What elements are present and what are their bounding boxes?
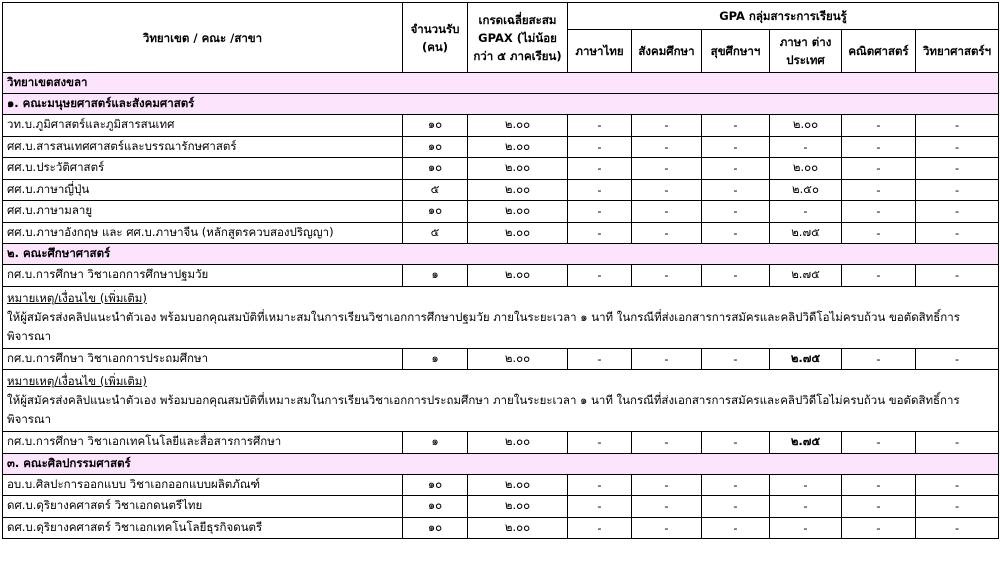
program-name: กศ.บ.การศึกษา วิชาเอกเทคโนโลยีและสื่อสารการศึกษา [3,432,403,454]
program-name: อบ.บ.ศิลปะการออกแบบ วิชาเอกออกแบบผลิตภัณฑ์ [3,474,403,496]
gpa-math-cell: - [842,474,916,496]
header-seats: จำนวนรับ (คน) [403,3,468,73]
gpax-cell: ๒.๐๐ [468,348,568,370]
gpa-social-cell: - [632,201,702,223]
gpa-health-cell: - [702,222,770,244]
program-name: กศ.บ.การศึกษา วิชาเอกการศึกษาปฐมวัย [3,265,403,287]
gpax-cell: ๒.๐๐ [468,474,568,496]
gpax-cell: ๒.๐๐ [468,201,568,223]
campus-row: วิทยาเขตสงขลา [3,73,999,94]
program-name: ดศ.บ.ดุริยางคศาสตร์ วิชาเอกเทคโนโลยีธุรกิจดนตรี [3,517,403,539]
gpax-cell: ๒.๐๐ [468,517,568,539]
gpa-math-cell: - [842,265,916,287]
gpa-health-cell: - [702,136,770,158]
seats-cell: ๑ [403,348,468,370]
gpa-social-cell: - [632,517,702,539]
gpa-foreign-cell: ๒.๗๕ [770,348,842,370]
gpa-thai-cell: - [568,517,632,539]
header-gpa-group: GPA กลุ่มสาระการเรียนรู้ [568,3,999,30]
note-cell [3,370,999,432]
gpa-foreign-cell: - [770,517,842,539]
gpa-math-cell: - [842,496,916,518]
table-row [3,265,999,287]
section-title: ๓. คณะศิลปกรรมศาสตร์ [3,453,999,474]
gpa-social-cell: - [632,115,702,137]
gpa-science-cell: - [916,136,999,158]
gpa-health-cell: - [702,201,770,223]
gpa-science-cell: - [916,158,999,180]
gpa-science-cell: - [916,201,999,223]
gpa-thai-cell: - [568,222,632,244]
seats-cell: ๕ [403,222,468,244]
gpa-social-cell: - [632,348,702,370]
gpa-science-cell: - [916,517,999,539]
gpa-social-cell: - [632,474,702,496]
program-name: วท.บ.ภูมิศาสตร์และภูมิสารสนเทศ [3,115,403,137]
gpa-health-cell: - [702,517,770,539]
gpa-math-cell: - [842,348,916,370]
table-row [3,348,999,370]
header-program: วิทยาเขต / คณะ /สาขา [3,3,403,73]
header-subject-math: คณิตศาสตร์ [842,30,916,73]
gpa-social-cell: - [632,158,702,180]
gpa-thai-cell: - [568,201,632,223]
gpax-cell: ๒.๐๐ [468,158,568,180]
program-name: ศศ.บ.ภาษามลายู [3,201,403,223]
note-text: ให้ผู้สมัครส่งคลิปแนะนำตัวเอง พร้อมบอกคุณสมบัติที่เหมาะสมในการเรียนวิชาเอกการศึกษาปฐมวัย ภายในระยะเวลา ๑ นาที ในกรณีที่ส่งเอกสารการสมัครและคลิปวิดีโอไม่ครบถ้วน ขอตัดสิทธิ์การพิจารณา [7,309,960,343]
seats-cell: ๑๐ [403,115,468,137]
gpa-science-cell: - [916,496,999,518]
header-subject-foreign-lang: ภาษา ต่างประเทศ [770,30,842,73]
gpa-math-cell: - [842,432,916,454]
gpa-foreign-cell: ๒.๕๐ [770,179,842,201]
program-name: ศศ.บ.ภาษาอังกฤษ และ ศศ.บ.ภาษาจีน (หลักสูตรควบสองปริญญา) [3,222,403,244]
gpa-health-cell: - [702,158,770,180]
header-subject-health: สุขศึกษาฯ [702,30,770,73]
gpa-health-cell: - [702,496,770,518]
gpa-math-cell: - [842,158,916,180]
seats-cell: ๑ [403,432,468,454]
gpa-social-cell: - [632,136,702,158]
note-cell [3,286,999,348]
gpa-social-cell: - [632,265,702,287]
gpa-health-cell: - [702,179,770,201]
gpa-thai-cell: - [568,115,632,137]
gpa-math-cell: - [842,222,916,244]
gpa-math-cell: - [842,179,916,201]
table-row [3,158,999,180]
seats-cell: ๑ [403,265,468,287]
seats-cell: ๑๐ [403,474,468,496]
gpa-thai-cell: - [568,136,632,158]
gpax-cell: ๒.๐๐ [468,115,568,137]
table-row [3,496,999,518]
gpa-science-cell: - [916,348,999,370]
table-row [3,222,999,244]
gpax-cell: ๒.๐๐ [468,432,568,454]
gpa-foreign-cell: - [770,474,842,496]
gpa-thai-cell: - [568,158,632,180]
program-name: กศ.บ.การศึกษา วิชาเอกการประถมศึกษา [3,348,403,370]
seats-cell: ๑๐ [403,517,468,539]
gpa-thai-cell: - [568,265,632,287]
note-title: หมายเหตุ/เงื่อนไข (เพิ่มเติม) [7,374,147,388]
gpa-math-cell: - [842,136,916,158]
gpa-health-cell: - [702,432,770,454]
table-row [3,517,999,539]
gpa-math-cell: - [842,201,916,223]
gpa-foreign-cell: ๒.๐๐ [770,158,842,180]
table-row [3,115,999,137]
gpa-foreign-cell: ๒.๗๕ [770,432,842,454]
note-title: หมายเหตุ/เงื่อนไข (เพิ่มเติม) [7,290,147,305]
gpa-social-cell: - [632,432,702,454]
gpa-science-cell: - [916,265,999,287]
program-name: ศศ.บ.สารสนเทศศาสตร์และบรรณารักษศาสตร์ [3,136,403,158]
header-subject-social: สังคมศึกษา [632,30,702,73]
gpa-science-cell: - [916,474,999,496]
gpax-cell: ๒.๐๐ [468,265,568,287]
gpa-thai-cell: - [568,432,632,454]
gpa-science-cell: - [916,179,999,201]
table-row [3,179,999,201]
gpax-cell: ๒.๐๐ [468,136,568,158]
gpa-foreign-cell: ๒.๗๕ [770,265,842,287]
gpa-science-cell: - [916,432,999,454]
table-row [3,474,999,496]
gpa-science-cell: - [916,222,999,244]
gpa-health-cell: - [702,348,770,370]
seats-cell: ๑๐ [403,158,468,180]
gpa-thai-cell: - [568,474,632,496]
section-title: ๑. คณะมนุษยศาสตร์และสังคมศาสตร์ [3,94,999,115]
gpax-cell: ๒.๐๐ [468,496,568,518]
header-subject-science: วิทยาศาสตร์ฯ [916,30,999,73]
gpa-thai-cell: - [568,348,632,370]
admission-criteria-table [2,2,999,539]
gpa-foreign-cell: - [770,496,842,518]
program-name: ศศ.บ.ภาษาญี่ปุ่น [3,179,403,201]
gpa-foreign-cell: ๒.๐๐ [770,115,842,137]
gpa-math-cell: - [842,115,916,137]
section-title: ๒. คณะศึกษาศาสตร์ [3,244,999,265]
gpa-math-cell: - [842,517,916,539]
gpa-thai-cell: - [568,179,632,201]
gpax-cell: ๒.๐๐ [468,179,568,201]
seats-cell: ๑๐ [403,496,468,518]
seats-cell: ๑๐ [403,136,468,158]
program-name: ศศ.บ.ประวัติศาสตร์ [3,158,403,180]
note-text: ให้ผู้สมัครส่งคลิปแนะนำตัวเอง พร้อมบอกคุณสมบัติที่เหมาะสมในการเรียนวิชาเอกการประถมศึกษา ภายในระยะเวลา ๑ นาที ในกรณีที่ส่งเอกสารการสมัครและคลิปวิดีโอไม่ครบถ้วน ขอตัดสิทธิ์การพิจารณา [7,393,960,426]
gpa-thai-cell: - [568,496,632,518]
program-name: ดศ.บ.ดุริยางคศาสตร์ วิชาเอกดนตรีไทย [3,496,403,518]
gpa-foreign-cell: - [770,201,842,223]
gpa-foreign-cell: - [770,136,842,158]
header-gpax: เกรดเฉลี่ยสะสม GPAX (ไม่น้อยกว่า ๕ ภาคเรียน) [468,3,568,73]
seats-cell: ๕ [403,179,468,201]
gpax-cell: ๒.๐๐ [468,222,568,244]
gpa-health-cell: - [702,115,770,137]
gpa-science-cell: - [916,115,999,137]
gpa-social-cell: - [632,179,702,201]
gpa-social-cell: - [632,496,702,518]
seats-cell: ๑๐ [403,201,468,223]
gpa-foreign-cell: ๒.๗๕ [770,222,842,244]
table-row [3,201,999,223]
header-subject-thai: ภาษาไทย [568,30,632,73]
gpa-social-cell: - [632,222,702,244]
table-row [3,136,999,158]
gpa-health-cell: - [702,474,770,496]
gpa-health-cell: - [702,265,770,287]
table-row [3,432,999,454]
